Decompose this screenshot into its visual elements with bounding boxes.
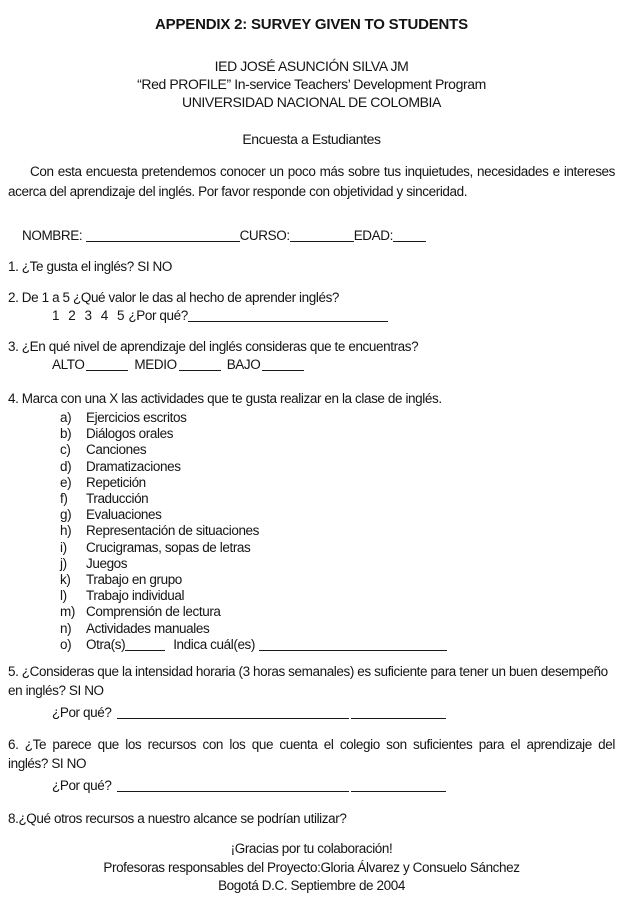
activity-letter: h) xyxy=(60,523,72,539)
activity-label: Evaluaciones xyxy=(86,507,162,523)
activity-label: Dramatizaciones xyxy=(86,458,181,474)
activity-label: Repetición xyxy=(86,474,146,490)
question-5-why-label: ¿Por qué? xyxy=(52,705,112,721)
intro-line-2: acerca del aprendizaje del inglés. Por favor responde con objetividad y sinceridad. xyxy=(8,184,468,199)
activity-letter: g) xyxy=(60,507,72,523)
question-3 xyxy=(8,338,615,375)
question-5 xyxy=(8,662,615,723)
activity-label: Trabajo en grupo xyxy=(86,572,182,588)
activity-letter: k) xyxy=(60,572,71,588)
activity-label: Canciones xyxy=(86,442,147,458)
indicate-which-label: Indica cuál(es) xyxy=(173,636,255,652)
activity-label: Representación de situaciones xyxy=(86,523,260,539)
document-header xyxy=(8,57,615,111)
question-6 xyxy=(8,735,615,796)
activity-letter: b) xyxy=(60,426,72,442)
footer-place-date: Bogotá D.C. Septiembre de 2004 xyxy=(218,878,405,894)
activity-letter: f) xyxy=(60,491,68,507)
question-4-text: 4. Marca con una X las actividades que te gusta realizar en la clase de inglés. xyxy=(8,391,442,406)
activity-other-label: Otra(s) xyxy=(86,636,126,652)
activities-list xyxy=(8,410,615,653)
activity-letter: m) xyxy=(60,604,75,620)
question-6-why-row xyxy=(52,776,615,796)
intro-paragraph xyxy=(8,162,615,202)
intro-line-1: Con esta encuesta pretendemos conocer un poco más sobre tus inquietudes, necesidades e intereses xyxy=(30,164,615,179)
activity-item xyxy=(60,540,615,556)
question-2-answer-row xyxy=(52,306,615,326)
activity-item xyxy=(60,475,615,491)
which-blank-line xyxy=(259,638,447,651)
question-5-line-2: en inglés? SI NO xyxy=(8,683,104,699)
name-blank-line xyxy=(86,229,240,242)
other-blank-line xyxy=(125,638,165,651)
question-1: 1. ¿Te gusta el inglés? SI NO xyxy=(8,259,172,274)
footer-thanks: ¡Gracias por tu colaboración! xyxy=(230,841,393,857)
activity-item xyxy=(60,588,615,604)
form-title: Encuesta a Estudiantes xyxy=(242,131,381,147)
activity-item xyxy=(60,426,615,442)
activity-item xyxy=(60,507,615,523)
question-2-scale: 1 2 3 4 5 xyxy=(52,308,126,323)
activity-label: Diálogos orales xyxy=(86,426,174,442)
bajo-blank-line xyxy=(262,358,304,371)
question-6-why-blank-2 xyxy=(351,779,446,792)
activity-item xyxy=(60,410,615,426)
question-3-text: 3. ¿En qué nivel de aprendizaje del inglés consideras que te encuentras? xyxy=(8,339,419,354)
activity-item xyxy=(60,459,615,475)
header-institution: IED JOSÉ ASUNCIÓN SILVA JM xyxy=(214,58,409,74)
activity-item xyxy=(60,572,615,588)
activity-label: Comprensión de lectura xyxy=(86,604,221,620)
page-title: APPENDIX 2: SURVEY GIVEN TO STUDENTS xyxy=(155,16,468,33)
footer-credits: Profesoras responsables del Proyecto:Gloria Álvarez y Consuelo Sánchez xyxy=(103,859,520,875)
activity-label: Juegos xyxy=(86,555,128,571)
activity-item xyxy=(60,491,615,507)
question-2-why-blank xyxy=(188,309,388,322)
question-3-option-medio: MEDIO xyxy=(134,357,177,372)
activity-letter: e) xyxy=(60,474,72,490)
question-6-line-2: inglés? SI NO xyxy=(8,756,87,772)
activity-letter: j) xyxy=(60,555,67,571)
activity-letter: n) xyxy=(60,620,72,636)
course-blank-line xyxy=(290,229,354,242)
activity-letter: i) xyxy=(60,539,67,555)
question-2-text: 2. De 1 a 5 ¿Qué valor le das al hecho de aprender inglés? xyxy=(8,290,340,305)
activity-letter: d) xyxy=(60,458,72,474)
activity-label: Actividades manuales xyxy=(86,620,210,636)
question-6-why-label: ¿Por qué? xyxy=(52,778,112,794)
question-5-why-blank-2 xyxy=(351,706,446,719)
question-5-line-1: 5. ¿Consideras que la intensidad horaria (3 horas semanales) es suficiente para tener un buen desempeño xyxy=(8,664,608,680)
activity-letter: c) xyxy=(60,442,71,458)
activity-item xyxy=(60,556,615,572)
question-6-why-blank-1 xyxy=(117,779,349,792)
question-3-option-bajo: BAJO xyxy=(226,357,261,372)
activity-item xyxy=(60,604,615,620)
activity-label: Ejercicios escritos xyxy=(86,410,187,425)
activity-item xyxy=(60,621,615,637)
question-2-why-label: ¿Por qué? xyxy=(128,308,188,323)
name-label: NOMBRE: xyxy=(22,228,83,243)
activity-label: Trabajo individual xyxy=(86,588,185,604)
age-blank-line xyxy=(393,229,426,242)
age-label: EDAD: xyxy=(353,228,393,243)
header-program: “Red PROFILE” In-service Teachers’ Development Program xyxy=(137,76,486,92)
activity-label: Traducción xyxy=(86,491,149,507)
activity-item xyxy=(60,442,615,458)
course-label: CURSO: xyxy=(239,228,290,243)
question-8: 8.¿Qué otros recursos a nuestro alcance se podrían utilizar? xyxy=(8,811,347,827)
question-6-line-1: 6. ¿Te parece que los recursos con los que cuenta el colegio son suficientes para el aprendizaje del xyxy=(8,737,615,753)
activity-letter: a) xyxy=(60,410,72,425)
question-5-why-row xyxy=(52,703,615,723)
activity-item-other xyxy=(60,637,615,653)
activity-letter: o) xyxy=(60,636,72,652)
student-info-row xyxy=(22,227,615,244)
question-4 xyxy=(8,390,615,653)
question-5-why-blank-1 xyxy=(117,706,349,719)
header-university: UNIVERSIDAD NACIONAL DE COLOMBIA xyxy=(182,94,441,110)
document-footer xyxy=(8,840,615,896)
activity-letter: l) xyxy=(60,588,67,604)
question-3-options-row xyxy=(52,355,615,375)
alto-blank-line xyxy=(86,358,128,371)
question-2 xyxy=(8,289,615,326)
activity-label: Crucigramas, sopas de letras xyxy=(86,539,251,555)
medio-blank-line xyxy=(179,358,221,371)
question-3-option-alto: ALTO xyxy=(52,357,85,372)
activity-item xyxy=(60,523,615,539)
